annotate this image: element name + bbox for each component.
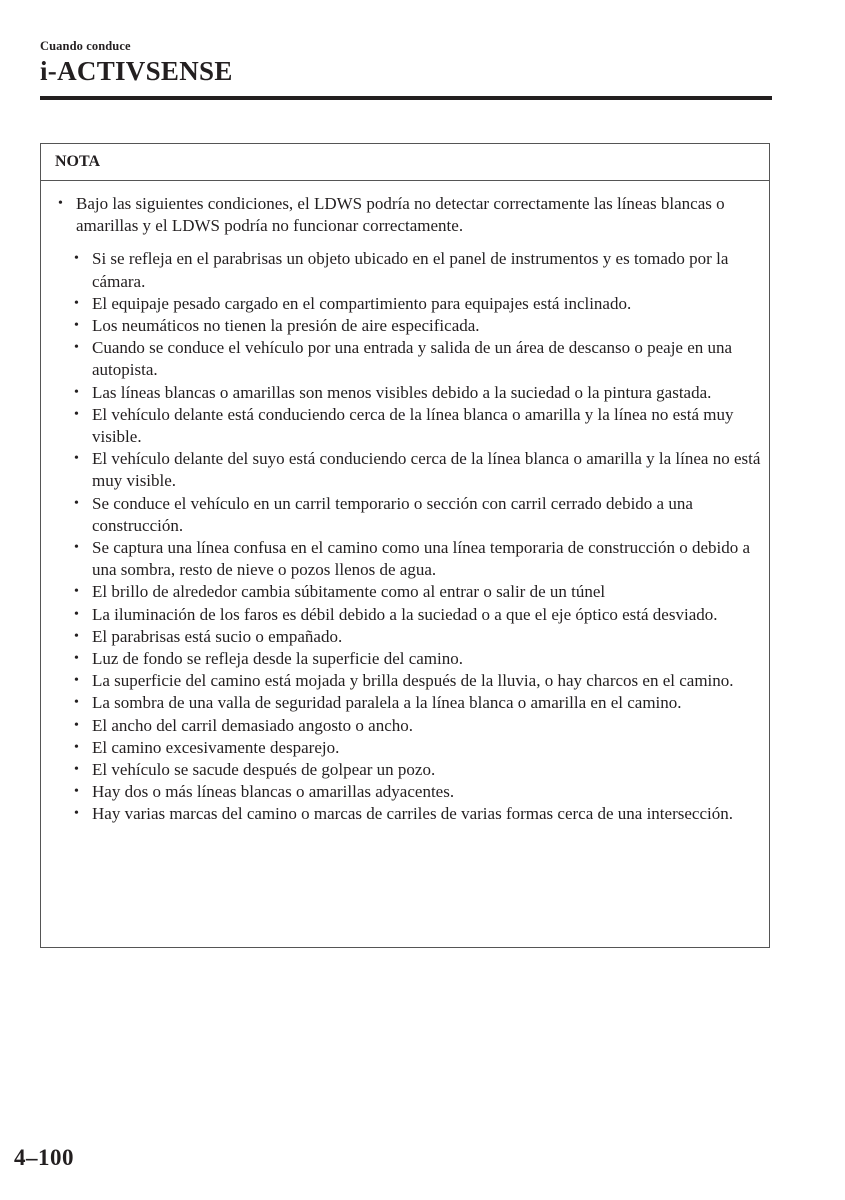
condition-item [41, 404, 769, 448]
condition-text: El brillo de alrededor cambia súbitamente como al entrar o salir de un túnel [92, 582, 606, 602]
condition-item [41, 715, 769, 737]
bullet-icon: • [74, 717, 79, 733]
condition-text: Hay dos o más líneas blancas o amarillas adyacentes. [92, 782, 455, 802]
bullet-icon: • [74, 540, 79, 556]
condition-item [41, 803, 769, 825]
condition-item [41, 248, 769, 292]
condition-text: El vehículo delante del suyo está conduciendo cerca de la línea blanca o amarilla y la línea no está muy visible. [92, 449, 761, 491]
condition-text: El ancho del carril demasiado angosto o ancho. [92, 715, 413, 735]
condition-text: La iluminación de los faros es débil debido a la suciedad o a que el eje óptico está desviado. [92, 604, 718, 624]
bullet-icon: • [74, 340, 79, 356]
condition-text: El parabrisas está sucio o empañado. [92, 626, 343, 646]
condition-text: Los neumáticos no tienen la presión de aire especificada. [92, 316, 480, 336]
condition-text: Hay varias marcas del camino o marcas de carriles de varias formas cerca de una intersección. [92, 804, 733, 824]
note-body [41, 193, 769, 826]
section-label: Cuando conduce [40, 39, 131, 53]
bullet-icon: • [74, 495, 79, 511]
bullet-icon: • [74, 251, 79, 267]
condition-item [41, 537, 769, 581]
bullet-icon: • [74, 606, 79, 622]
condition-text: La sombra de una valla de seguridad paralela a la línea blanca o amarilla en el camino. [92, 693, 682, 713]
bullet-icon: • [74, 406, 79, 422]
condition-text: El vehículo delante está conduciendo cerca de la línea blanca o amarilla y la línea no está muy visible. [92, 404, 734, 447]
condition-item [41, 293, 769, 315]
bullet-icon: • [74, 673, 79, 689]
condition-text: La superficie del camino está mojada y brilla después de la lluvia, o hay charcos en el camino. [92, 671, 734, 691]
note-intro-item [41, 193, 769, 237]
bullet-icon: • [74, 651, 79, 667]
condition-item [41, 382, 769, 404]
bullet-icon: • [74, 318, 79, 334]
condition-item [41, 493, 769, 537]
condition-item [41, 759, 769, 781]
condition-text: Se captura una línea confusa en el camino como una línea temporaria de construcción o debido a una sombra, resto de nieve o pozos llenos de agua. [92, 538, 751, 580]
bullet-icon: • [74, 739, 79, 755]
condition-item [41, 648, 769, 670]
condition-item [41, 737, 769, 759]
condition-item [41, 670, 769, 692]
condition-text: El camino excesivamente desparejo. [92, 737, 340, 757]
condition-item [41, 315, 769, 337]
bullet-icon: • [74, 384, 79, 400]
condition-text: El equipaje pesado cargado en el compartimiento para equipajes está inclinado. [92, 293, 632, 313]
bullet-icon: • [58, 196, 63, 211]
bullet-icon: • [74, 806, 79, 822]
note-box [40, 143, 770, 948]
condition-text: Cuando se conduce el vehículo por una entrada y salida de un área de descanso o peaje en una autopista. [92, 338, 733, 380]
condition-item [41, 626, 769, 648]
note-intro-text: Bajo las siguientes condiciones, el LDWS podría no detectar correctamente las líneas blancas o amarillas y el LDWS podría no funcionar correctamente. [76, 194, 725, 236]
condition-item [41, 604, 769, 626]
condition-text: El vehículo se sacude después de golpear un pozo. [92, 760, 436, 780]
page-title: i-ACTIVSENSE [40, 56, 233, 86]
note-heading: NOTA [41, 144, 769, 181]
condition-list [41, 248, 769, 825]
condition-item [41, 448, 769, 492]
bullet-icon: • [74, 628, 79, 644]
condition-item [41, 581, 769, 603]
page-number: 4–100 [14, 1145, 74, 1170]
bullet-icon: • [74, 762, 79, 778]
condition-text: Se conduce el vehículo en un carril temporario o sección con carril cerrado debido a una construcción. [92, 493, 693, 535]
condition-text: Luz de fondo se refleja desde la superficie del camino. [92, 649, 464, 669]
condition-item [41, 781, 769, 803]
bullet-icon: • [74, 584, 79, 600]
bullet-icon: • [74, 451, 79, 467]
condition-item [41, 337, 769, 381]
condition-item [41, 692, 769, 714]
condition-text: Si se refleja en el parabrisas un objeto ubicado en el panel de instrumentos y es tomado por la cámara. [92, 249, 729, 291]
title-divider [40, 96, 772, 100]
bullet-icon: • [74, 784, 79, 800]
bullet-icon: • [74, 295, 79, 311]
condition-text: Las líneas blancas o amarillas son menos visibles debido a la suciedad o la pintura gastada. [92, 382, 712, 402]
bullet-icon: • [74, 695, 79, 711]
